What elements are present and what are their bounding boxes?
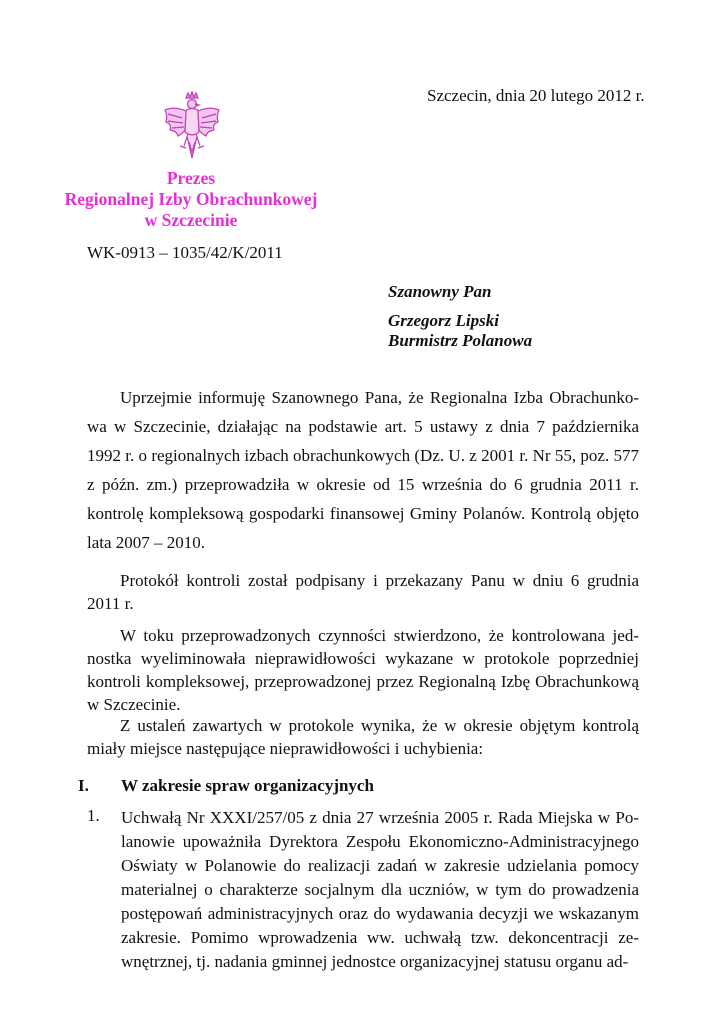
section-number: I. [78, 776, 89, 795]
issuer-line-2: Regionalnej Izby Obrachunkowej [64, 189, 318, 209]
addressee-block [388, 282, 532, 351]
polish-eagle-emblem-icon [160, 90, 224, 166]
issuer-line-1: Prezes [166, 168, 216, 188]
paragraph-findings: W toku przeprowadzonych czynności stwierdzono, że kontrolowana jed-nostka wyeliminowała nieprawidłowości wykazane w protokole poprzedniej kontroli kompleksowej, przeprowadzonej przez Regionalną Izbę Obrachunkową w Szczecinie. [87, 626, 639, 714]
section-title: W zakresie spraw organizacyjnych [121, 776, 374, 795]
addressee-salutation: Szanowny Pan [388, 282, 492, 301]
section-heading [78, 776, 374, 796]
addressee-title: Burmistrz Polanowa [388, 331, 533, 350]
addressee-name: Grzegorz Lipski [388, 311, 499, 330]
item-text: Uchwałą Nr XXXI/257/05 z dnia 27 września 2005 r. Rada Miejska w Po-lanowie upoważniła Dyrektora Zespołu Ekonomiczno-Administracyjnego Oświaty w Polanowie do realizacji zadań w zakresie udzielania pomocy materialnej o charakterze socjalnym dla uczniów, w tym do prowadzenia postępowań administracyjnych oraz do wydawania decyzji we wskazanym zakresie. Pomimo wprowadzenia ww. uchwałą tzw. dekoncentracji ze-wnętrznej, tj. nadania gminnej jednostce organizacyjnej statusu organu ad- [121, 808, 639, 971]
reference-number: WK-0913 – 1035/42/K/2011 [87, 243, 283, 262]
issuer-line-3: w Szczecinie [144, 210, 238, 230]
paragraph-irregularities: Z ustaleń zawartych w protokole wynika, że w okresie objętym kontrolą miały miejsce następujące nieprawidłowości i uchybienia: [87, 716, 639, 758]
paragraph-intro: Uprzejmie informuję Szanownego Pana, że Regionalna Izba Obrachunko-wa w Szczecinie, działając na podstawie art. 5 ustawy z dnia 7 października 1992 r. o regionalnych izbach obrachunkowych (Dz. U. z 2001 r. Nr 55, poz. 577 z późn. zm.) przeprowadziła w okresie od 15 września do 6 grudnia 2011 r. kontrolę kompleksową gospodarki finansowej Gminy Polanów. Kontrolą objęto lata 2007 – 2010. [87, 388, 639, 552]
issuer-header [60, 168, 322, 231]
item-number: 1. [87, 806, 100, 825]
paragraph-protocol: Protokół kontroli został podpisany i przekazany Panu w dniu 6 grudnia 2011 r. [87, 571, 639, 613]
letter-date: Szczecin, dnia 20 lutego 2012 r. [427, 86, 645, 105]
